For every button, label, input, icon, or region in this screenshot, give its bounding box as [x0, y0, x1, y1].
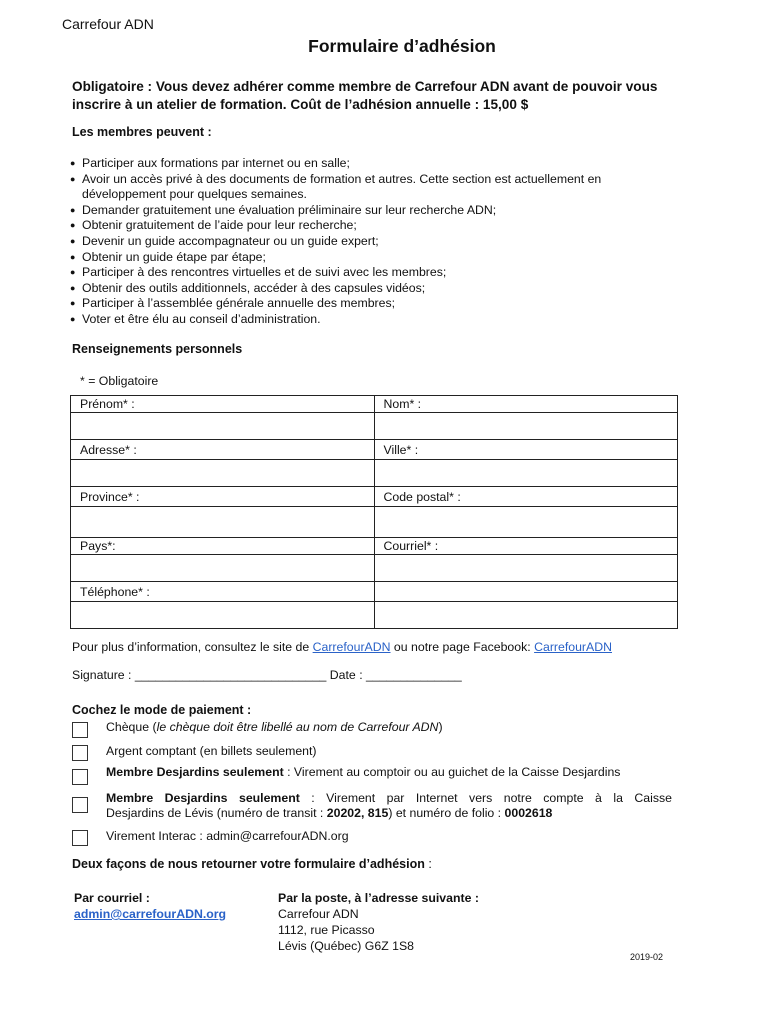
return-by-mail — [278, 890, 479, 954]
personal-info-table — [70, 395, 678, 629]
address-line-2: 1112, rue Picasso — [278, 923, 375, 937]
phone-field[interactable] — [71, 602, 375, 629]
province-label: Province* : — [71, 487, 375, 507]
country-label: Pays*: — [71, 538, 375, 555]
return-heading: Deux façons de nous retourner votre formulaire d’adhésion : — [72, 857, 432, 871]
mandatory-line-1: Obligatoire : Vous devez adhérer comme membre de Carrefour ADN avant de pouvoir vous — [72, 79, 658, 94]
phone-label: Téléphone* : — [71, 582, 375, 602]
empty-cell — [374, 582, 678, 602]
bullet-icon: ● — [70, 158, 76, 168]
facebook-link[interactable]: CarrefourADN — [534, 640, 612, 654]
mandatory-notice — [72, 78, 692, 114]
bullet-icon: ● — [70, 298, 76, 309]
bullet-icon: ● — [70, 282, 76, 293]
list-item: ● Participer à l’assemblée générale annuelle des membres; — [70, 296, 396, 311]
personal-info-heading: Renseignements personnels — [72, 342, 243, 356]
address-line-1: Carrefour ADN — [278, 907, 359, 921]
email-field[interactable] — [374, 555, 678, 582]
interac-checkbox[interactable] — [72, 830, 88, 846]
return-by-email — [74, 890, 226, 922]
address-field[interactable] — [71, 460, 375, 487]
benefits-list — [70, 156, 660, 328]
form-version-date: 2019-02 — [630, 952, 664, 962]
required-note: * = Obligatoire — [80, 374, 159, 388]
list-item: ● Obtenir des outils additionnels, accéder à des capsules vidéos; — [70, 280, 426, 295]
list-item: ● Devenir un guide accompagnateur ou un guide expert; — [70, 233, 379, 248]
bullet-icon: ● — [70, 204, 76, 215]
cash-label: Argent comptant (en billets seulement) — [106, 744, 317, 758]
bullet-icon: ● — [70, 235, 76, 246]
first-name-label: Prénom* : — [71, 396, 375, 413]
email-return-heading: Par courriel : — [74, 891, 150, 905]
empty-cell — [374, 602, 678, 629]
postal-code-label: Code postal* : — [374, 487, 678, 507]
last-name-label: Nom* : — [374, 396, 678, 413]
signature-date-line[interactable]: Signature : ____________________________ Date : ______________ — [72, 668, 462, 682]
payment-heading: Cochez le mode de paiement : — [72, 703, 252, 717]
country-field[interactable] — [71, 555, 375, 582]
list-item: ● Voter et être élu au conseil d’administration. — [70, 311, 321, 326]
postal-code-field[interactable] — [374, 507, 678, 538]
organization-name: Carrefour ADN — [62, 16, 154, 32]
page-title: Formulaire d’adhésion — [308, 36, 496, 56]
desjardins-counter-label: Membre Desjardins seulement : Virement au comptoir ou au guichet de la Caisse Desjardins — [106, 765, 621, 779]
list-item: ● Demander gratuitement une évaluation préliminaire sur leur recherche ADN; — [70, 202, 497, 217]
return-email-link[interactable]: admin@carrefourADN.org — [74, 907, 227, 921]
list-item: ● Obtenir gratuitement de l’aide pour leur recherche; — [70, 218, 357, 233]
address-line-3: Lévis (Québec) G6Z 1S8 — [278, 939, 415, 953]
more-info-line: Pour plus d’information, consultez le site de CarrefourADN ou notre page Facebook: CarrefourADN — [72, 640, 612, 654]
bullet-icon: ● — [70, 173, 76, 184]
cheque-checkbox[interactable] — [72, 722, 88, 738]
mail-return-heading: Par la poste, à l’adresse suivante : — [278, 891, 479, 905]
first-name-field[interactable] — [71, 413, 375, 440]
last-name-field[interactable] — [374, 413, 678, 440]
address-label: Adresse* : — [71, 440, 375, 460]
members-heading: Les membres peuvent : — [72, 125, 212, 139]
bullet-icon: ● — [70, 313, 76, 324]
cash-checkbox[interactable] — [72, 745, 88, 761]
list-item: ● Participer à des rencontres virtuelles et de suivi avec les membres; — [70, 265, 447, 280]
interac-label: Virement Interac : admin@carrefourADN.org — [106, 829, 349, 843]
list-item: ● Obtenir un guide étape par étape; — [70, 249, 266, 264]
cheque-label: Chèque (le chèque doit être libellé au nom de Carrefour ADN) — [106, 720, 443, 734]
email-label: Courriel* : — [374, 538, 678, 555]
province-field[interactable] — [71, 507, 375, 538]
bullet-icon: ● — [70, 267, 76, 278]
list-item: ● Avoir un accès privé à des documents de formation et autres. Cette section est actuellement en développement pour quelques semaines. — [70, 171, 602, 202]
list-item: ● Participer aux formations par internet ou en salle; — [70, 156, 350, 170]
bullet-icon: ● — [70, 251, 76, 262]
city-label: Ville* : — [374, 440, 678, 460]
city-field[interactable] — [374, 460, 678, 487]
desjardins-internet-label: Membre Desjardins seulement : Virement par Internet vers notre compte à la Caisse Desjardins de Lévis (numéro de transit : 20202, 815) et numéro de folio : 0002618 — [106, 791, 673, 820]
website-link[interactable]: CarrefourADN — [312, 640, 391, 654]
mandatory-line-2: inscrire à un atelier de formation. Coût de l’adhésion annuelle : 15,00 $ — [72, 97, 529, 112]
bullet-icon: ● — [70, 220, 76, 231]
desjardins-internet-checkbox[interactable] — [72, 797, 88, 813]
desjardins-counter-checkbox[interactable] — [72, 769, 88, 785]
